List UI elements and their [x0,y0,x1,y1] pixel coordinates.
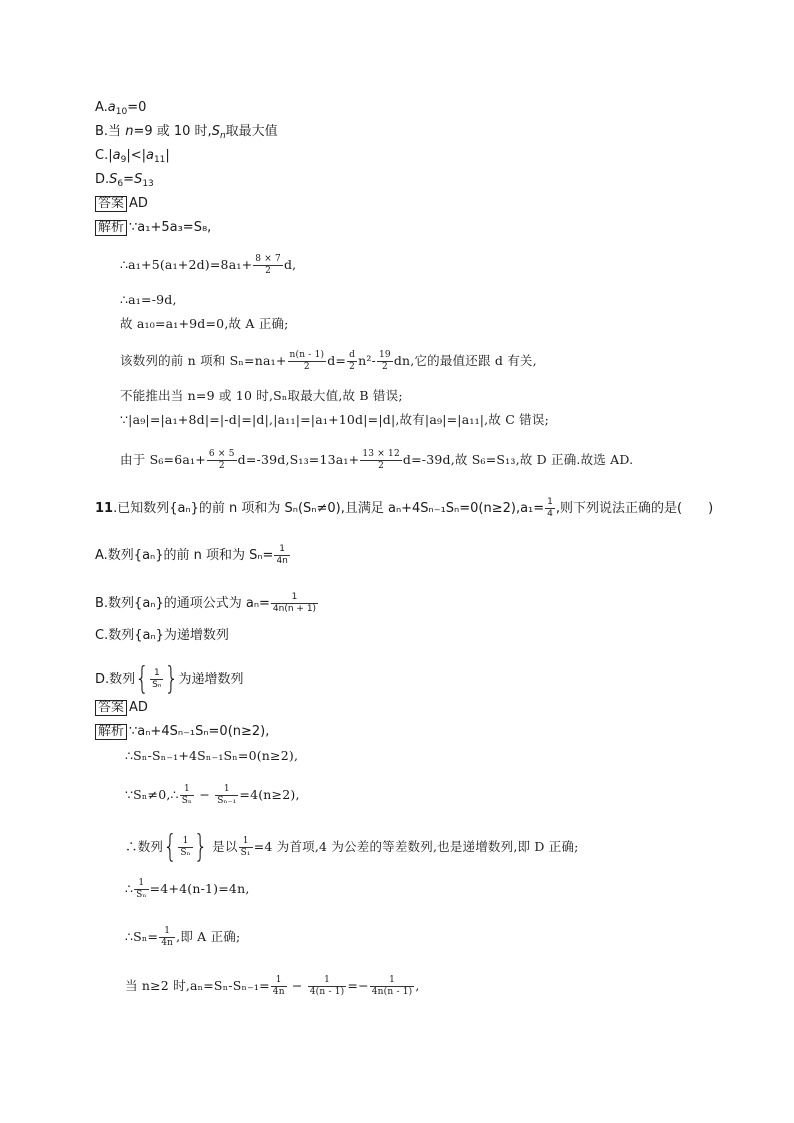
q10-analysis-row: 解析 ∵a₁+5a₃=S₈, [95,220,211,236]
analysis-tag: 解析 [95,724,127,740]
q11-analysis-line-4: ∴数列{ $\frac{1}{\text{Sₙ}}$ } 是以 $\frac{1}{\text{S₁}}$ =4 为首项,4 为公差的等差数列,也是递增数列,即 D 正确; [125,829,579,865]
answer-text: AD [129,196,148,211]
q10-analysis-line-3: ∴a₁=-9d, [120,292,177,307]
q10-option-d: $D.S_6=S_{13}$ [95,172,154,189]
answer-tag: 答案 [95,196,127,212]
q11-analysis-line-5: ∴ $\frac{1}{\text{Sₙ}}$ =4+4(n-1)=4n, [125,878,250,900]
q11-option-a: A.数列{aₙ}的前 n 项和为 Sₙ= $\frac{1}{4n}$ [95,544,288,566]
q10-analysis-line-4: 故 a₁₀=a₁+9d=0,故 A 正确; [120,316,289,331]
q10-option-b: B.当 n=9 或 10 时$,S_n$取最大值 [95,124,278,141]
q10-analysis-line-7: ∵|a₉|=|a₁+8d|=|-d|=|d|,|a₁₁|=|a₁+10d|=|d|,故有|a₉|=|a₁₁|,故 C 错误; [120,412,549,427]
q11-analysis-row: 解析 ∵aₙ+4Sₙ₋₁Sₙ=0(n≥2), [95,724,269,740]
q10-analysis-line-6: 不能推出当 n=9 或 10 时,Sₙ取最大值,故 B 错误; [120,388,403,403]
q10-analysis-line-8: 由于 S₆=6a₁+ $\frac{6 \times 5}{2}$ d=-39d,S₁₃=13a₁+ $\frac{13 \times 12}{2}$ d=-39d,故 S₆=S₁₃,故 D 正确.故选 AD. [120,449,634,471]
q10-option-c: $C.|a_9|<|a_{11}|$ [95,148,170,165]
q10-option-a: $A.a_{10}=0$ [95,100,147,117]
q10-answer-row [95,196,148,212]
answer-tag: 答案 [95,700,127,716]
q11-option-b: B.数列{aₙ}的通项公式为 aₙ= $\frac{1}{4n(n + 1)}$ [95,592,317,614]
q11-option-c: C.数列{aₙ}为递增数列 [95,628,229,643]
q10-analysis-line-5: 该数列的前 n 项和 Sₙ=na₁+ $\frac{n(n - 1)}{2}$ d= $\frac{d}{2}$ n²- $\frac{19}{2}$ dn,它的最值还跟 d 有关, [120,350,537,372]
answer-text: AD [129,700,148,715]
q11-answer-row [95,700,148,716]
q11-analysis-line-2: ∴Sₙ-Sₙ₋₁+4Sₙ₋₁Sₙ=0(n≥2), [125,748,299,763]
q11-analysis-line-6: ∴Sₙ= $\frac{1}{4n}$ ,即 A 正确; [125,926,241,948]
q10-analysis-line-2: ∴a₁+5(a₁+2d)=8a₁+ $\frac{8 \times 7}{2}$ d, [120,254,297,276]
q11-analysis-line-7: 当 n≥2 时,aₙ=Sₙ-Sₙ₋₁= $\frac{1}{4n}$ − $\frac{1}{4(n - 1)}$ =− $\frac{1}{4n(n - 1)}$ , [125,975,420,997]
question-number: 11 [95,501,114,516]
q11-stem: 11.已知数列{aₙ}的前 n 项和为 Sₙ(Sₙ≠0),且满足 aₙ+4Sₙ₋₁Sₙ=0(n≥2),a₁= $\frac{1}{4}$ ,则下列说法正确的是( ) [95,497,714,519]
q11-analysis-line-3: ∵Sₙ≠0,∴ $\frac{1}{\text{Sₙ}}$ − $\frac{1}{\text{Sₙ₋₁}}$ =4(n≥2), [125,784,300,806]
analysis-tag: 解析 [95,220,127,236]
q11-option-d: D.数列{ $\frac{1}{\text{Sₙ}}$ }为递增数列 [95,661,244,697]
